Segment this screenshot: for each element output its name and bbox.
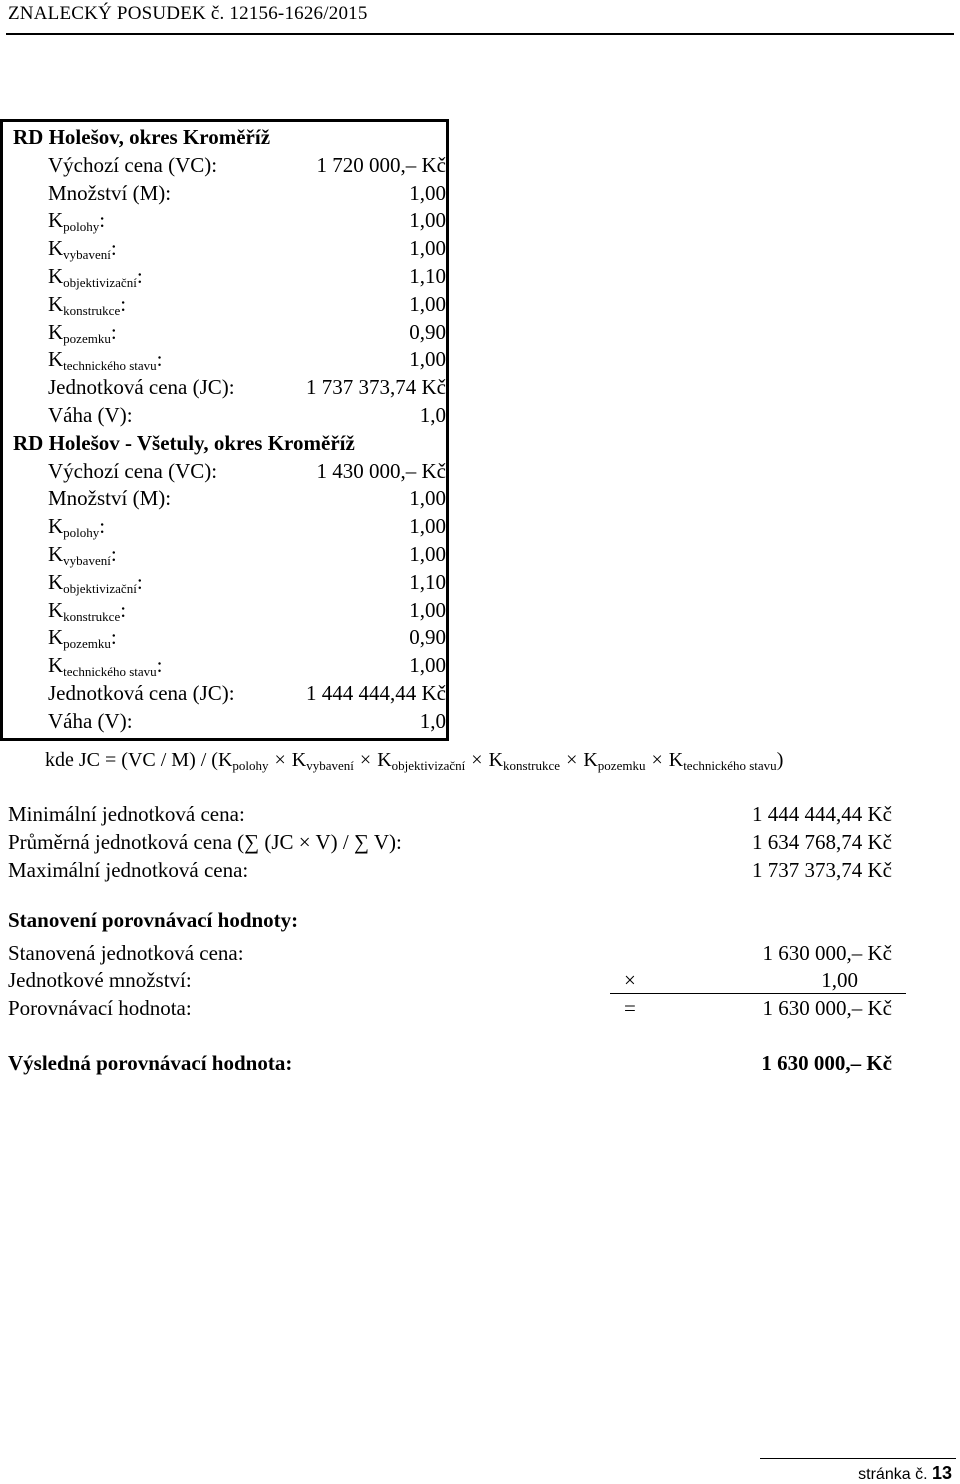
row-value: 1,00: [409, 514, 446, 539]
section-title: RD Holešov, okres Kroměříž: [13, 125, 271, 149]
result-label: Výsledná porovnávací hodnota:: [8, 1051, 293, 1075]
row-label: Váha (V):: [48, 403, 133, 427]
table-row: [3, 320, 446, 348]
table-row: [3, 459, 446, 487]
formula-coef: K: [377, 749, 392, 771]
comparison-table: [0, 119, 449, 741]
comparative-value-value: 1 630 000,– Kč: [762, 996, 892, 1020]
calculation-rule: [610, 993, 906, 994]
row-label: [48, 598, 126, 625]
coef-symbol: K: [48, 264, 64, 288]
coef-subscript: pozemku: [63, 330, 111, 346]
header-divider: [6, 33, 954, 35]
table-row: [3, 236, 446, 264]
determination-title: Stanovení porovnávací hodnoty:: [8, 908, 299, 932]
coef-colon: :: [99, 208, 106, 233]
coef-symbol: K: [48, 625, 64, 650]
section-title: RD Holešov - Všetuly, okres Kroměříž: [13, 430, 355, 455]
formula-coef: K: [668, 749, 684, 771]
table-row: [3, 403, 446, 431]
coef-subscript: pozemku: [63, 636, 111, 652]
coef-subscript: objektivizační: [63, 580, 137, 596]
unit-quantity-label: Jednotkové množství:: [8, 968, 192, 992]
table-row: [3, 598, 446, 626]
coef-subscript: polohy: [63, 525, 100, 541]
coef-colon: :: [99, 514, 106, 539]
footer-divider: [760, 1458, 956, 1459]
coef-colon: :: [110, 542, 117, 566]
row-value: 1,00: [409, 291, 446, 316]
formula-coef: K: [291, 749, 307, 771]
equals-operator: =: [624, 996, 636, 1020]
coef-colon: :: [110, 236, 117, 261]
row-label: Množství (M):: [48, 180, 172, 205]
formula-subscript: vybavení: [306, 758, 354, 773]
formula-subscript: technického stavu: [683, 758, 777, 773]
formula-times: ×: [651, 749, 663, 771]
formula-subscript: konstrukce: [503, 758, 561, 773]
min-unit-price-label: Minimální jednotková cena:: [8, 802, 245, 826]
row-label: [48, 542, 117, 569]
table-row: [3, 514, 446, 542]
avg-unit-price-label: Průměrná jednotková cena (∑ (JC × V) / ∑ V):: [8, 830, 402, 854]
coef-symbol: K: [48, 347, 64, 372]
formula-times: ×: [566, 749, 578, 771]
row-value: 1 444 444,44 Kč: [306, 681, 446, 705]
table-row: [3, 709, 446, 737]
coef-colon: :: [110, 319, 117, 344]
row-value: 1,00: [409, 180, 446, 205]
coef-colon: :: [136, 569, 143, 594]
row-label: [48, 347, 163, 374]
table-row: [3, 181, 446, 209]
coef-symbol: K: [48, 236, 64, 261]
row-value: 1 430 000,– Kč: [316, 458, 446, 483]
coef-colon: :: [156, 347, 163, 372]
table-row: [3, 486, 446, 514]
coef-symbol: K: [48, 653, 64, 678]
row-label: [48, 625, 117, 652]
row-value: 1,10: [409, 264, 446, 288]
coef-symbol: K: [48, 208, 64, 233]
times-operator: ×: [624, 968, 636, 992]
row-value: 1,00: [409, 486, 446, 511]
unit-quantity-value: 1,00: [821, 968, 858, 992]
row-label: Jednotková cena (JC):: [48, 681, 235, 705]
table-row: [3, 681, 446, 709]
row-value: 1 720 000,– Kč: [316, 152, 446, 177]
coef-subscript: vybavení: [63, 247, 111, 263]
row-value: 1,0: [419, 403, 446, 427]
avg-unit-price-value: 1 634 768,74 Kč: [752, 830, 892, 854]
formula-times: ×: [471, 749, 483, 771]
table-row: [3, 375, 446, 403]
max-unit-price-label: Maximální jednotková cena:: [8, 858, 249, 882]
table-row: [3, 264, 446, 292]
formula-coef: K: [583, 749, 598, 771]
row-value: 0,90: [409, 319, 446, 344]
row-label: [48, 570, 143, 597]
formula-subscript: polohy: [232, 758, 269, 773]
row-value: 1,00: [409, 542, 446, 566]
coef-subscript: polohy: [63, 219, 100, 235]
table-row: [3, 292, 446, 320]
row-label: [48, 514, 105, 541]
table-row: [3, 570, 446, 598]
formula-subscript: pozemku: [597, 758, 646, 773]
formula-coef: K: [488, 749, 504, 771]
document-header: ZNALECKÝ POSUDEK č. 12156-1626/2015: [8, 3, 368, 24]
row-label: [48, 208, 105, 235]
table-row: [3, 542, 446, 570]
coef-subscript: objektivizační: [63, 275, 137, 290]
result-value: 1 630 000,– Kč: [761, 1051, 892, 1075]
formula-subscript: objektivizační: [391, 758, 466, 773]
page-number: 13: [931, 1463, 952, 1483]
coef-symbol: K: [48, 542, 64, 566]
table-row: [3, 208, 446, 236]
row-value: 1,00: [409, 208, 446, 233]
coef-symbol: K: [48, 597, 64, 622]
table-row: [3, 153, 446, 181]
formula-line: [45, 749, 783, 774]
table-row: [3, 653, 446, 681]
coef-colon: :: [136, 264, 143, 288]
row-value: 1,00: [409, 347, 446, 372]
table-row: [3, 347, 446, 375]
coef-colon: :: [120, 597, 127, 622]
coef-symbol: K: [48, 291, 64, 316]
row-value: 1,0: [419, 708, 446, 733]
coef-subscript: technického stavu: [63, 664, 157, 680]
coef-colon: :: [110, 625, 117, 650]
determined-unit-price-label: Stanovená jednotková cena:: [8, 941, 244, 965]
max-unit-price-value: 1 737 373,74 Kč: [752, 858, 892, 882]
row-label: Výchozí cena (VC):: [48, 458, 218, 483]
row-value: 1 737 373,74 Kč: [306, 375, 446, 400]
table-row: [3, 625, 446, 653]
row-value: 1,00: [409, 597, 446, 622]
row-label: [48, 653, 163, 680]
formula-prefix: kde JC = (VC / M) / (K: [45, 749, 233, 771]
row-label: Množství (M):: [48, 486, 172, 511]
row-value: 0,90: [409, 625, 446, 650]
row-label: Jednotková cena (JC):: [48, 375, 235, 400]
row-label: [48, 264, 143, 291]
min-unit-price-value: 1 444 444,44 Kč: [752, 802, 892, 826]
row-label: [48, 292, 126, 319]
coef-subscript: konstrukce: [63, 608, 121, 624]
row-value: 1,10: [409, 569, 446, 594]
coef-subscript: konstrukce: [63, 302, 121, 318]
row-label: [48, 236, 117, 263]
coef-symbol: K: [48, 514, 64, 539]
coef-symbol: K: [48, 319, 64, 344]
row-label: [48, 320, 117, 347]
coef-colon: :: [156, 653, 163, 678]
coef-symbol: K: [48, 569, 64, 594]
row-label: Váha (V):: [48, 708, 133, 733]
row-label: Výchozí cena (VC):: [48, 152, 218, 177]
row-value: 1,00: [409, 653, 446, 678]
row-value: 1,00: [409, 236, 446, 261]
formula-times: ×: [359, 749, 372, 771]
formula-times: ×: [274, 749, 286, 771]
coef-subscript: vybavení: [63, 553, 111, 568]
determined-unit-price-value: 1 630 000,– Kč: [762, 941, 892, 965]
formula-suffix: ): [776, 749, 784, 771]
coef-colon: :: [120, 291, 127, 316]
page-footer: [858, 1463, 952, 1484]
coef-subscript: technického stavu: [63, 358, 157, 374]
page-label: stránka č.: [858, 1466, 928, 1483]
comparative-value-label: Porovnávací hodnota:: [8, 996, 192, 1020]
